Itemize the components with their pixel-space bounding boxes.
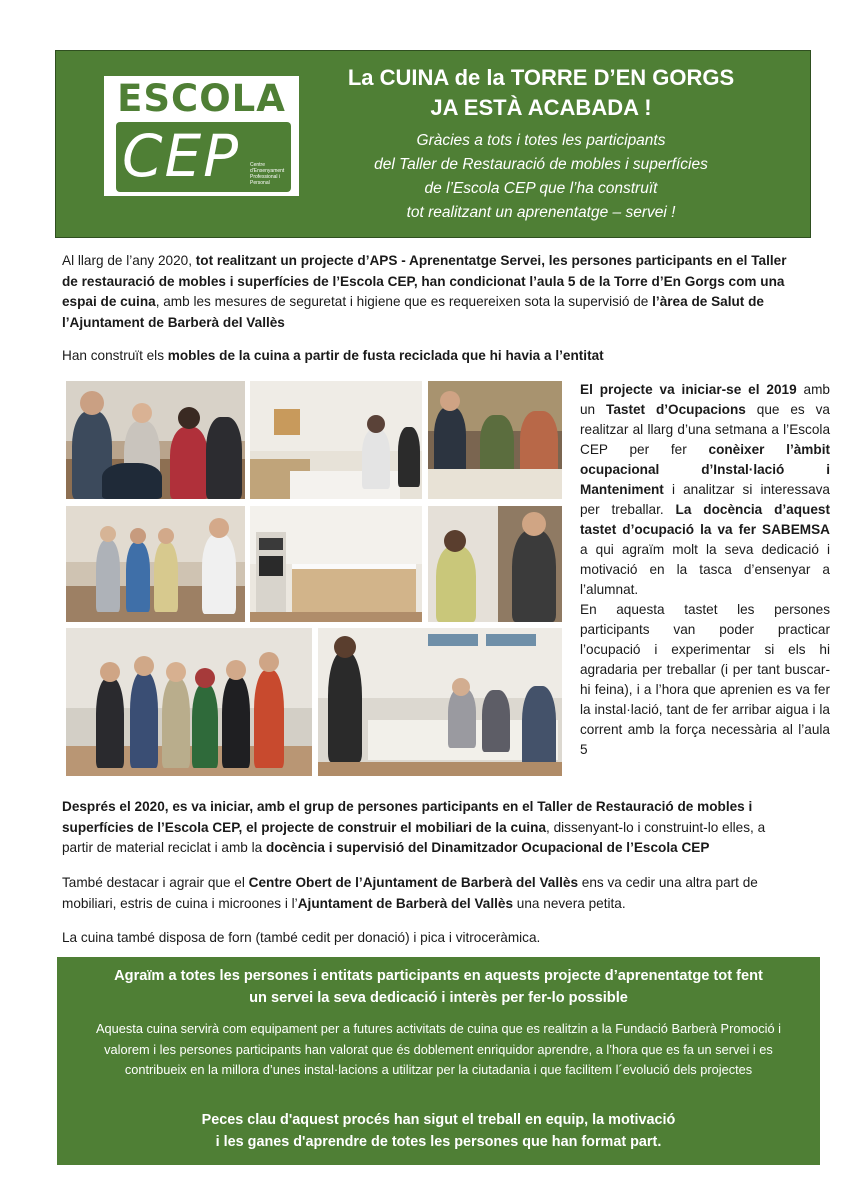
header-banner — [55, 50, 811, 238]
thanks-paragraph — [62, 873, 792, 914]
thanks-text-d: Ajuntament de Barberà del Vallès — [297, 895, 514, 911]
header-title — [326, 63, 756, 123]
intro-text-a: Al llarg de l’any 2020, — [62, 253, 196, 268]
header-sub-line2: del Taller de Restauració de mobles i superfícies — [374, 156, 708, 173]
thanks-text-b: Centre Obert de l’Ajuntament de Barberà del Vallès — [248, 875, 579, 890]
logo-small-text: Centre d'Ensenyament Professional i Personal — [250, 162, 285, 186]
side-text-4: que es va realitzar al llarg d’una setmana a l’Escola CEP per fer — [580, 402, 830, 457]
side-paragraph — [580, 380, 830, 760]
footer-closing — [72, 1109, 805, 1153]
header-sub-line3: de l’Escola CEP que l’ha construït — [424, 180, 658, 197]
footer-closing-line2: i les ganes d'aprendre de totes les persones que han format part. — [215, 1134, 662, 1150]
header-sub-line1: Gràcies a tots i totes les participants — [416, 132, 666, 149]
footer-title-line1: Agraïm a totes les persones i entitats participants en aquests projecte d’aprenentatge tot fent — [114, 968, 763, 984]
intro-text-c: , amb les mesures de seguretat i higiene que es requereixen sota la supervisió de — [155, 294, 653, 309]
footer-title — [72, 965, 805, 1009]
header-title-line2: JA ESTÀ ACABADA ! — [430, 95, 652, 120]
footer-banner — [57, 957, 820, 1165]
photo-finished-kitchen — [250, 506, 422, 622]
logo-big-text: CEP — [122, 122, 241, 190]
photo-group-masks — [66, 628, 312, 776]
side-text-1: El projecte va iniciar-se el 2019 — [580, 382, 797, 397]
footer-body: Aquesta cuina servirà com equipament per a futures activitats de cuina que es realitzin a la Fundació Barberà Promoció i valorem i les persones participants han valorat que és doblement enriquidor aprendre, a l’hora que es fa un servei i es contribueix en la millora d’unes instal·lacions a utilitzar per la ciutadania i que facilitem l´evolució dels projectes — [96, 1021, 781, 1077]
escola-cep-logo — [104, 76, 299, 196]
side-text-7: La docència d’aquest tastet d’ocupació la va fer SABEMSA — [580, 502, 830, 537]
thanks-text-a: També destacar i agrair que el — [62, 875, 249, 890]
side-text-5: conèixer l’àmbit ocupacional d’Instal·lació i Manteniment — [580, 442, 831, 497]
photo-workshop-tools — [428, 381, 562, 499]
footer-title-line2: un servei la seva dedicació i interès per fer-lo possible — [249, 990, 628, 1006]
side-text-2: amb un — [580, 382, 830, 417]
side-text-3: Tastet d’Ocupacions — [606, 402, 746, 417]
intro-paragraph — [62, 251, 792, 333]
project-text-c: docència i supervisió del Dinamitzador Ocupacional de l’Escola CEP — [265, 840, 710, 855]
photo-drilling-wall — [428, 506, 562, 622]
photo-working-table — [318, 628, 562, 776]
header-sub-line4: tot realitzant un aprenentatge – servei ! — [406, 204, 676, 221]
furniture-text-a: Han construït els — [62, 348, 168, 363]
project-text-a: Després el 2020, es va iniciar, amb el grup de persones participants en el Taller de Restauració de mobles i superfícies de l’Escola CEP, el projecte de construir el mobiliari de la cuina — [62, 799, 753, 835]
furniture-paragraph — [62, 346, 792, 367]
photo-classroom-kitchen — [250, 381, 422, 499]
project-paragraph — [62, 797, 792, 859]
furniture-text-b: mobles de la cuina a partir de fusta reciclada que hi havia a l’entitat — [167, 348, 604, 363]
thanks-text-c: ens va cedir una altra part de mobiliari, estris de cuina i microones i l’ — [62, 875, 758, 911]
project-text-b: , dissenyant-lo i construint-lo elles, a partir de material reciclat i amb la — [62, 819, 766, 855]
header-title-line1: La CUINA de la TORRE D’EN GORGS — [347, 65, 735, 90]
photo-group-table — [66, 381, 245, 499]
photo-group-standing — [66, 506, 245, 622]
intro-text-d: l’àrea de Salut de l’Ajuntament de Barberà del Vallès — [62, 294, 764, 330]
side-text-8: a qui agraïm molt la seva dedicació i motivació en la tasca d’ensenyar a l’alumnat. — [580, 542, 830, 597]
side-text-9: En aquesta tastet les persones participants van poder practicar l’ocupació i experimentar si els hi agradaria per treballar (i per tant buscar-hi feina), i a l’hora que aprenien es va fer la instal·lació, tant de fer arribar aigua i la corrent amb la força necessària al l’aula 5 — [580, 602, 830, 757]
oven-paragraph: La cuina també disposa de forn (també cedit per donació) i pica i vitroceràmica. — [62, 930, 541, 945]
footer-closing-line1: Peces clau d'aquest procés han sigut el treball en equip, la motivació — [201, 1112, 676, 1128]
side-text-6: i analitzar si interessava per treballar. — [580, 482, 830, 517]
thanks-text-e: una nevera petita. — [513, 895, 626, 911]
logo-cep-box — [116, 122, 291, 192]
logo-top-text: ESCOLA — [117, 77, 286, 120]
header-subtitle — [326, 129, 756, 225]
intro-text-b: tot realitzant un projecte d’APS - Aprenentatge Servei, les persones participants en el Taller de restauració de mobles i superfícies de l’Escola CEP, han condicionat l’aula 5 de la Torre d’En Gorgs com una espai de cuina — [62, 253, 787, 309]
